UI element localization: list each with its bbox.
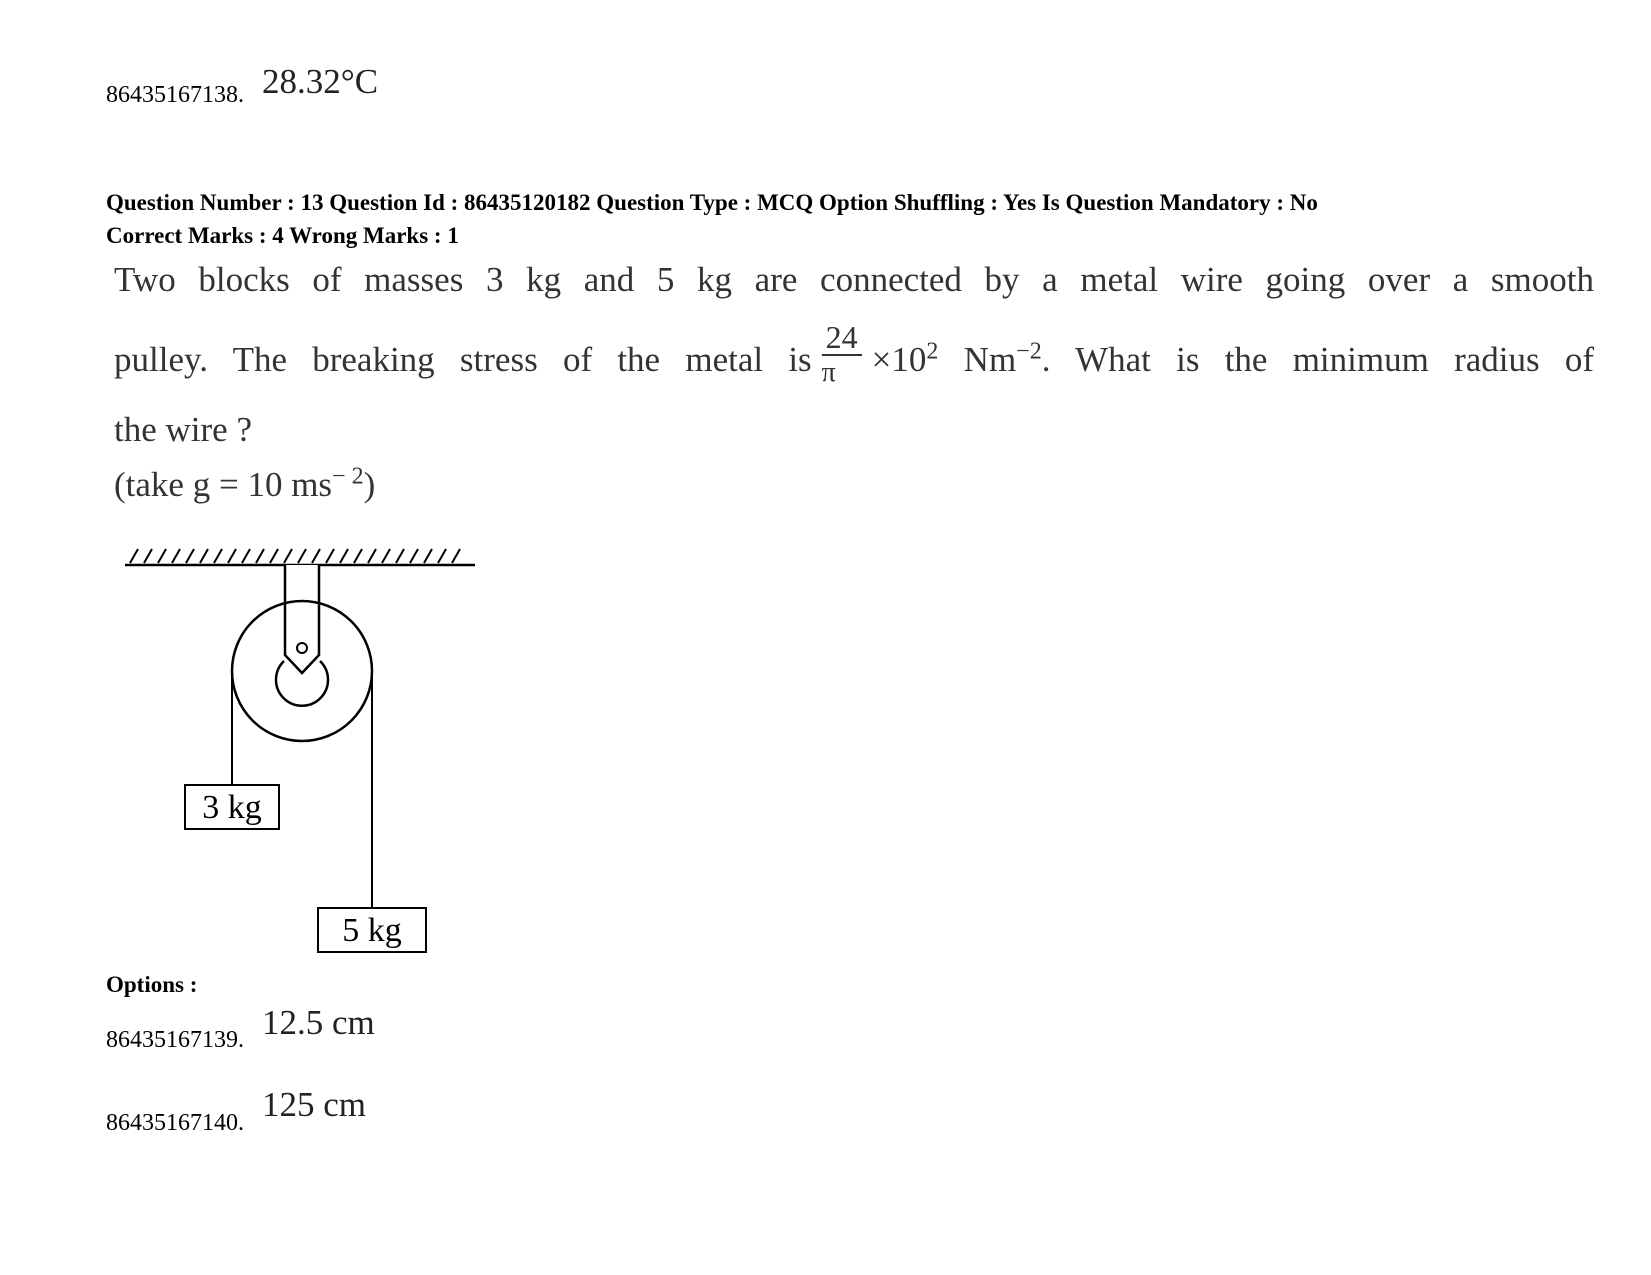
mass-left-label: 3 kg [202,789,262,826]
take-g-exponent: − 2 [332,463,364,490]
stress-fraction [822,320,862,390]
pulley-mount [285,565,319,673]
take-g-post: ) [363,465,376,504]
fraction-denominator: π [821,356,836,388]
option-1-id: 86435167139. [106,1027,244,1053]
question-meta-line2: Correct Marks : 4 Wrong Marks : 1 [106,223,459,248]
question-line-3: the wire ? [114,410,252,449]
question-line-1: Two blocks of masses 3 kg and 5 kg are connected by a metal wire going over a smooth [114,260,1594,299]
option-2-id: 86435167140. [106,1110,244,1136]
unit-nm: Nm [963,340,1017,379]
question-line-2 [114,318,1595,398]
exponent-two: 2 [926,338,939,365]
fraction-numerator: 24 [822,320,862,356]
exponent-minus-two: −2 [1016,338,1042,365]
question-line-2-pre: pulley. The breaking stress of the metal is [114,340,812,379]
question-meta-line1: Question Number : 13 Question Id : 86435120182 Question Type : MCQ Option Shuffling : Yes Is Question Mandatory : No [106,190,1318,215]
question-line-2-post: . What is the minimum radius of [1041,340,1595,379]
ceiling [125,549,475,565]
take-g-note [114,465,375,505]
option-1-value: 12.5 cm [262,1003,375,1042]
mass-right-label: 5 kg [342,912,402,949]
pulley-diagram [120,535,480,1015]
previous-option-id: 86435167138. [106,82,244,108]
options-label: Options : [106,972,198,997]
block-3kg [185,785,279,829]
take-g-pre: (take g = 10 ms [114,465,333,504]
block-5kg [318,908,426,952]
option-2-value: 125 cm [262,1085,367,1124]
times-ten: ×10 [871,340,927,379]
previous-option-value: 28.32°C [262,62,379,101]
